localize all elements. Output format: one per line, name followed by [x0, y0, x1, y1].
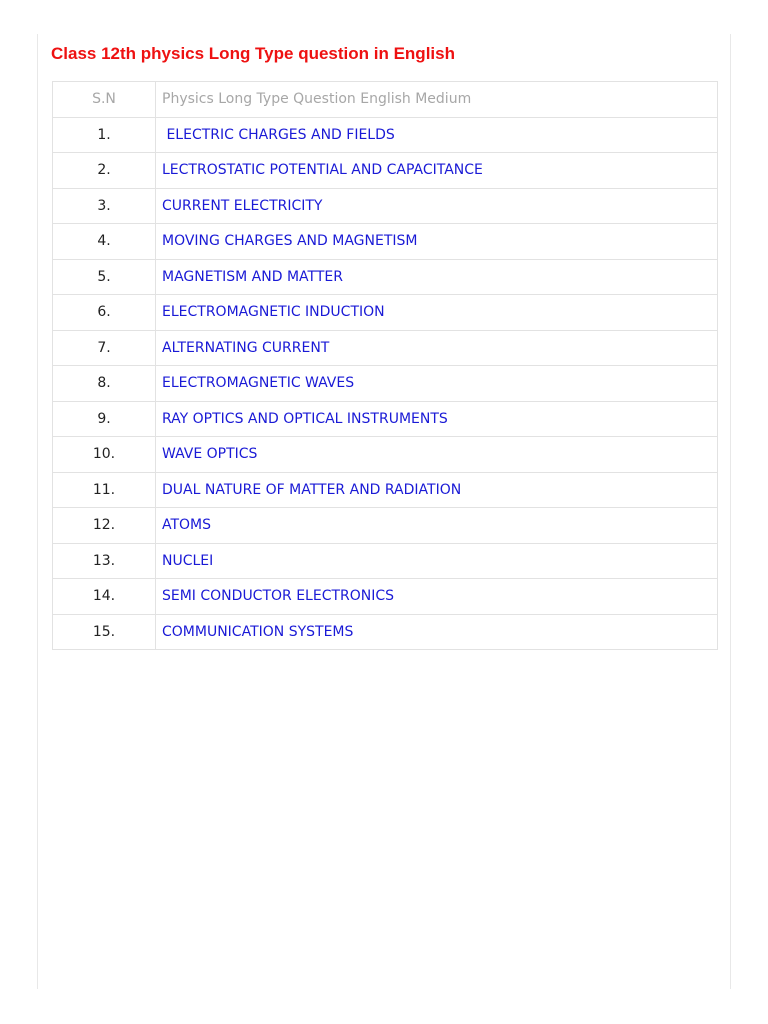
- topic-cell: [156, 259, 718, 295]
- topic-link-atoms[interactable]: ATOMS: [162, 517, 212, 534]
- table-row: [53, 543, 718, 579]
- row-number: 1.: [53, 117, 156, 153]
- topic-link-wave-optics[interactable]: WAVE OPTICS: [162, 446, 258, 463]
- topic-cell: [156, 472, 718, 508]
- topic-cell: [156, 295, 718, 331]
- topic-link-current-electricity[interactable]: CURRENT ELECTRICITY: [162, 197, 323, 214]
- topic-link-communication[interactable]: COMMUNICATION SYSTEMS: [162, 623, 354, 640]
- topic-link-alternating-current[interactable]: ALTERNATING CURRENT: [162, 339, 330, 356]
- topic-link-em-induction[interactable]: ELECTROMAGNETIC INDUCTION: [162, 304, 385, 321]
- row-number: 3.: [53, 188, 156, 224]
- header-topic: Physics Long Type Question English Medium: [156, 82, 718, 118]
- topic-cell: [156, 117, 718, 153]
- table-row: [53, 188, 718, 224]
- row-number: 8.: [53, 366, 156, 402]
- table-header-row: [53, 82, 718, 118]
- topic-cell: [156, 543, 718, 579]
- table-row: [53, 117, 718, 153]
- topic-link-nuclei[interactable]: NUCLEI: [162, 552, 214, 569]
- topic-cell: [156, 153, 718, 189]
- table-row: [53, 295, 718, 331]
- page-title: Class 12th physics Long Type question in English: [51, 44, 455, 63]
- row-number: 2.: [53, 153, 156, 189]
- topic-link-em-waves[interactable]: ELECTROMAGNETIC WAVES: [162, 375, 355, 392]
- table-row: [53, 579, 718, 615]
- row-number: 15.: [53, 614, 156, 650]
- topic-cell: [156, 330, 718, 366]
- header-sn: S.N: [53, 82, 156, 118]
- topic-link-semiconductor[interactable]: SEMI CONDUCTOR ELECTRONICS: [162, 588, 395, 605]
- topic-cell: [156, 437, 718, 473]
- table-row: [53, 437, 718, 473]
- topic-cell: [156, 188, 718, 224]
- topic-table: [52, 81, 718, 650]
- topic-cell: [156, 508, 718, 544]
- row-number: 7.: [53, 330, 156, 366]
- row-number: 5.: [53, 259, 156, 295]
- table-row: [53, 259, 718, 295]
- row-number: 9.: [53, 401, 156, 437]
- table-row: [53, 401, 718, 437]
- topic-cell: [156, 401, 718, 437]
- row-number: 13.: [53, 543, 156, 579]
- topic-link-moving-charges[interactable]: MOVING CHARGES AND MAGNETISM: [162, 233, 418, 250]
- row-number: 6.: [53, 295, 156, 331]
- row-number: 12.: [53, 508, 156, 544]
- row-number: 11.: [53, 472, 156, 508]
- table-row: [53, 366, 718, 402]
- topic-link-electric-charges[interactable]: ELECTRIC CHARGES AND FIELDS: [162, 126, 395, 143]
- topic-cell: [156, 366, 718, 402]
- topic-link-magnetism-matter[interactable]: MAGNETISM AND MATTER: [162, 268, 343, 285]
- table-row: [53, 472, 718, 508]
- topic-link-dual-nature[interactable]: DUAL NATURE OF MATTER AND RADIATION: [162, 481, 462, 498]
- table-row: [53, 614, 718, 650]
- table-row: [53, 330, 718, 366]
- topic-link-electrostatic-potential[interactable]: LECTROSTATIC POTENTIAL AND CAPACITANCE: [162, 162, 483, 179]
- table-row: [53, 153, 718, 189]
- row-number: 10.: [53, 437, 156, 473]
- table-row: [53, 508, 718, 544]
- topic-cell: [156, 579, 718, 615]
- topic-cell: [156, 614, 718, 650]
- table-row: [53, 224, 718, 260]
- row-number: 4.: [53, 224, 156, 260]
- topic-cell: [156, 224, 718, 260]
- topic-link-ray-optics[interactable]: RAY OPTICS AND OPTICAL INSTRUMENTS: [162, 410, 448, 427]
- row-number: 14.: [53, 579, 156, 615]
